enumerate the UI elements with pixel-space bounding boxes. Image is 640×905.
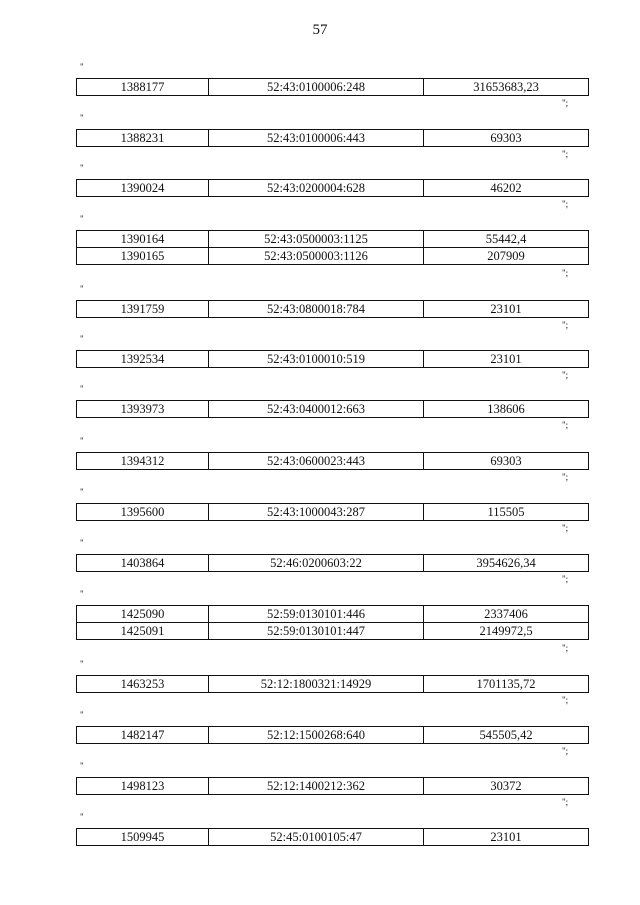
quote-mark-open: " — [80, 113, 84, 123]
value-cell: 1701135,72 — [424, 676, 589, 693]
cadastral-number-cell: 52:45:0100105:47 — [209, 829, 424, 846]
cadastral-number-cell: 52:43:0200004:628 — [209, 180, 424, 197]
record-number-cell: 1391759 — [77, 301, 209, 318]
parcel-table — [76, 675, 589, 693]
table-row — [77, 606, 589, 623]
record-number-cell: 1395600 — [77, 504, 209, 521]
quote-mark-open: " — [80, 163, 84, 173]
table-row — [77, 130, 589, 147]
record-number-cell: 1388177 — [77, 79, 209, 96]
value-cell: 115505 — [424, 504, 589, 521]
quote-mark-close: "; — [562, 420, 569, 430]
quote-mark-close: "; — [562, 574, 569, 584]
cadastral-number-cell: 52:46:0200603:22 — [209, 555, 424, 572]
quote-mark-close: "; — [562, 199, 569, 209]
table-row — [77, 351, 589, 368]
table-row — [77, 829, 589, 846]
record-number-cell: 1425090 — [77, 606, 209, 623]
quote-mark-close: "; — [562, 268, 569, 278]
cadastral-number-cell: 52:12:1400212:362 — [209, 778, 424, 795]
table-row — [77, 180, 589, 197]
parcel-table — [76, 350, 589, 368]
quote-mark-close: "; — [562, 98, 569, 108]
record-number-cell: 1425091 — [77, 623, 209, 640]
quote-mark-open: " — [80, 659, 84, 669]
quote-mark-open: " — [80, 589, 84, 599]
table-row — [77, 79, 589, 96]
quote-mark-close: "; — [562, 797, 569, 807]
record-number-cell: 1498123 — [77, 778, 209, 795]
quote-mark-close: "; — [562, 746, 569, 756]
quote-mark-open: " — [80, 214, 84, 224]
quote-mark-open: " — [80, 384, 84, 394]
cadastral-number-cell: 52:43:0400012:663 — [209, 401, 424, 418]
parcel-table — [76, 452, 589, 470]
record-number-cell: 1394312 — [77, 453, 209, 470]
record-number-cell: 1393973 — [77, 401, 209, 418]
value-cell: 69303 — [424, 453, 589, 470]
value-cell: 207909 — [424, 248, 589, 265]
record-number-cell: 1403864 — [77, 555, 209, 572]
parcel-table — [76, 230, 589, 265]
cadastral-number-cell: 52:43:0100010:519 — [209, 351, 424, 368]
record-number-cell: 1482147 — [77, 727, 209, 744]
quote-mark-close: "; — [562, 320, 569, 330]
table-row — [77, 301, 589, 318]
quote-mark-open: " — [80, 487, 84, 497]
quote-mark-open: " — [80, 436, 84, 446]
cadastral-number-cell: 52:43:1000043:287 — [209, 504, 424, 521]
value-cell: 46202 — [424, 180, 589, 197]
record-number-cell: 1388231 — [77, 130, 209, 147]
table-row — [77, 676, 589, 693]
parcel-table — [76, 777, 589, 795]
record-number-cell: 1509945 — [77, 829, 209, 846]
cadastral-number-cell: 52:43:0100006:248 — [209, 79, 424, 96]
record-number-cell: 1390165 — [77, 248, 209, 265]
table-row — [77, 453, 589, 470]
quote-mark-open: " — [80, 334, 84, 344]
quote-mark-close: "; — [562, 149, 569, 159]
table-row — [77, 555, 589, 572]
cadastral-number-cell: 52:12:1500268:640 — [209, 727, 424, 744]
parcel-table — [76, 179, 589, 197]
record-number-cell: 1390164 — [77, 231, 209, 248]
table-row — [77, 248, 589, 265]
value-cell: 138606 — [424, 401, 589, 418]
cadastral-number-cell: 52:43:0500003:1126 — [209, 248, 424, 265]
table-row — [77, 778, 589, 795]
quote-mark-close: "; — [562, 523, 569, 533]
value-cell: 69303 — [424, 130, 589, 147]
parcel-table — [76, 726, 589, 744]
table-row — [77, 623, 589, 640]
quote-mark-open: " — [80, 812, 84, 822]
quote-mark-open: " — [80, 538, 84, 548]
cadastral-number-cell: 52:43:0600023:443 — [209, 453, 424, 470]
value-cell: 23101 — [424, 351, 589, 368]
value-cell: 3954626,34 — [424, 555, 589, 572]
table-row — [77, 727, 589, 744]
parcel-table — [76, 400, 589, 418]
quote-mark-close: "; — [562, 643, 569, 653]
parcel-table — [76, 828, 589, 846]
record-number-cell: 1392534 — [77, 351, 209, 368]
table-row — [77, 504, 589, 521]
quote-mark-close: "; — [562, 472, 569, 482]
value-cell: 545505,42 — [424, 727, 589, 744]
cadastral-number-cell: 52:59:0130101:447 — [209, 623, 424, 640]
parcel-table — [76, 129, 589, 147]
quote-mark-open: " — [80, 710, 84, 720]
cadastral-number-cell: 52:43:0100006:443 — [209, 130, 424, 147]
value-cell: 55442,4 — [424, 231, 589, 248]
record-number-cell: 1463253 — [77, 676, 209, 693]
quote-mark-close: "; — [562, 370, 569, 380]
parcel-table — [76, 503, 589, 521]
quote-mark-open: " — [80, 284, 84, 294]
parcel-table — [76, 78, 589, 96]
page-number: 57 — [312, 22, 328, 38]
parcel-table — [76, 300, 589, 318]
value-cell: 2149972,5 — [424, 623, 589, 640]
value-cell: 23101 — [424, 829, 589, 846]
record-number-cell: 1390024 — [77, 180, 209, 197]
table-row — [77, 401, 589, 418]
quote-mark-close: "; — [562, 695, 569, 705]
value-cell: 23101 — [424, 301, 589, 318]
value-cell: 30372 — [424, 778, 589, 795]
value-cell: 31653683,23 — [424, 79, 589, 96]
parcel-table — [76, 605, 589, 640]
parcel-table — [76, 554, 589, 572]
cadastral-number-cell: 52:59:0130101:446 — [209, 606, 424, 623]
quote-mark-open: " — [80, 62, 84, 72]
quote-mark-open: " — [80, 761, 84, 771]
value-cell: 2337406 — [424, 606, 589, 623]
cadastral-number-cell: 52:43:0500003:1125 — [209, 231, 424, 248]
cadastral-number-cell: 52:12:1800321:14929 — [209, 676, 424, 693]
table-row — [77, 231, 589, 248]
cadastral-number-cell: 52:43:0800018:784 — [209, 301, 424, 318]
